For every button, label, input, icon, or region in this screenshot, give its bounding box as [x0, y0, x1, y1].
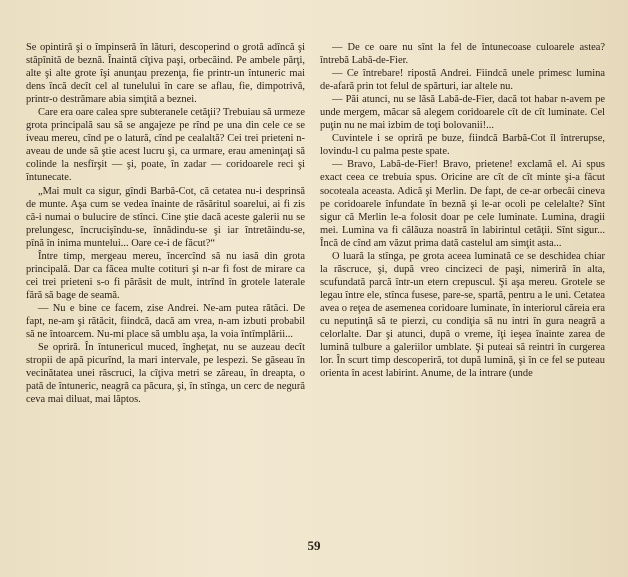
paragraph: — De ce oare nu sînt la fel de întunecoase culoarele astea? întrebă Labă-de-Fier.: [320, 42, 605, 67]
paragraph: Care era oare calea spre subteranele cetăţii? Trebuiau să urmeze grota principală sau să se angajeze pe rînd pe una din cele ce se iveau mereu, cînd pe o latură, cînd pe cealaltă? Cei trei prieteni n-aveau de unde să ştie acest lucru şi, ca urmare, erau ameninţaţi să colinde la nesfîrşit — şi, poate, în zadar — coridoarele reci şi întunecate.: [26, 107, 305, 184]
paragraph: O luară la stînga, pe grota aceea luminată ce se deschidea chiar la răscruce, şi, după vreo cincizeci de paşi, nimeriră în alta, scufundată parcă într-un etern crepuscul. Şi aşa mereu. Grotele se legau între ele, stînca fusese, pare-se, spartă, pentru a le uni. Cetatea avea o reţea de asemenea coridoare luminate, în interiorul căreia era cu neputinţă să te pierzi, cu condiţia să nu intri în gura neagră a celorlalte. Dar şi atunci, după o vreme, îţi ieşea înainte zarea de lumină tulbure a galeriilor umblate. Şi puteai să reintri în curgerea lor. În scurt timp descoperiră, tot după lumină, şi în ce fel se puteau orienta în acest labirint. Anume, de la intrare (unde: [320, 250, 605, 380]
paragraph: — Nu e bine ce facem, zise Andrei. Ne-am putea rătăci. De fapt, ne-am şi rătăcit, fiindcă, dacă am vrea, n-am izbuti probabil să ne întoarcem. Nu-mi place să umblu aşa, la voia întîmplării...: [26, 302, 305, 341]
paragraph: — Ce întrebare! ripostă Andrei. Fiindcă unele primesc lumina de-afară prin tot felul de spărturi, iar altele nu.: [320, 68, 605, 93]
page-number: 59: [307, 538, 321, 553]
right-text-column: [320, 41, 605, 380]
paragraph: — Bravo, Labă-de-Fier! Bravo, prietene! exclamă el. Ai spus exact ceea ce trebuia spus. Oricine are cît de cît minte şi-a făcut socoteala aceasta. Adică şi Merlin. De fapt, de ce-ar orbecăi cineva pe coridoarele înfundate în beznă şi le-ar ocoli pe celelalte? Sînt sigur că Merlin le-a folosit doar pe cele luminate. Lumina, dragii mei. Lumina va fi călăuza noastră în labirintul cetăţii. Sînt sigur... Încă de cînd am văzut prima dată castelul am simţit asta...: [320, 159, 605, 249]
paragraph: „Mai mult ca sigur, gîndi Barbă-Cot, că cetatea nu-i desprinsă de munte. Aşa cum se vedea înainte de răsăritul soarelui, ai fi zis că-i numai o bulucire de stînci. Cine ştie dacă aceste galerii nu se prelungesc, încrucişîndu-se, înnădindu-se şi iar întretăindu-se, pînă în inima muntelui... Oare ce-i de făcut?“: [26, 185, 305, 249]
paragraph: Între timp, mergeau mereu, încercînd să nu iasă din grota principală. Dar ca făcea multe cotituri şi n-ar fi fost de mirare ca cei trei prieteni s-o fi părăsit de mult, intrînd în grotele laterale fără să bage de seamă.: [26, 250, 305, 301]
paragraph: Se opriră. În întunericul muced, îngheţat, nu se auzeau decît stropii de apă picurînd, la mari intervale, pe lespezi. Se găseau în vecinătatea unei răscruci, la cîţiva metri se zăreau, în dreapta, o pată de întuneric, neagră ca păcura, şi, în stînga, un cerc de negură ceva mai diluat, mai lăptos.: [26, 342, 305, 406]
paragraph: — Păi atunci, nu se lăsă Labă-de-Fier, dacă tot habar n-avem pe unde mergem, măcar să alegem coridoarele cît de cît luminate. Cel puţin nu ne mai izbim de toţi bolovanii!...: [320, 94, 605, 132]
left-text-column: [26, 41, 305, 406]
paragraph: Cuvintele i se opriră pe buze, fiindcă Barbă-Cot îl întrerupse, lovindu-l cu palma peste spate.: [320, 133, 605, 158]
paragraph: Se opintiră şi o împinseră în lături, descoperind o grotă adîncă şi stăpînită de beznă. Înaintă cîţiva paşi, orbecăind. Pe ambele părţi, alte şi alte grote îşi anunţau prezenţa, fie printr-un întuneric mai dens încă decît cel al tunelului în care se aflau, fie, dimpotrivă, printr-o destrămare abia simţită a beznei.: [26, 42, 305, 106]
